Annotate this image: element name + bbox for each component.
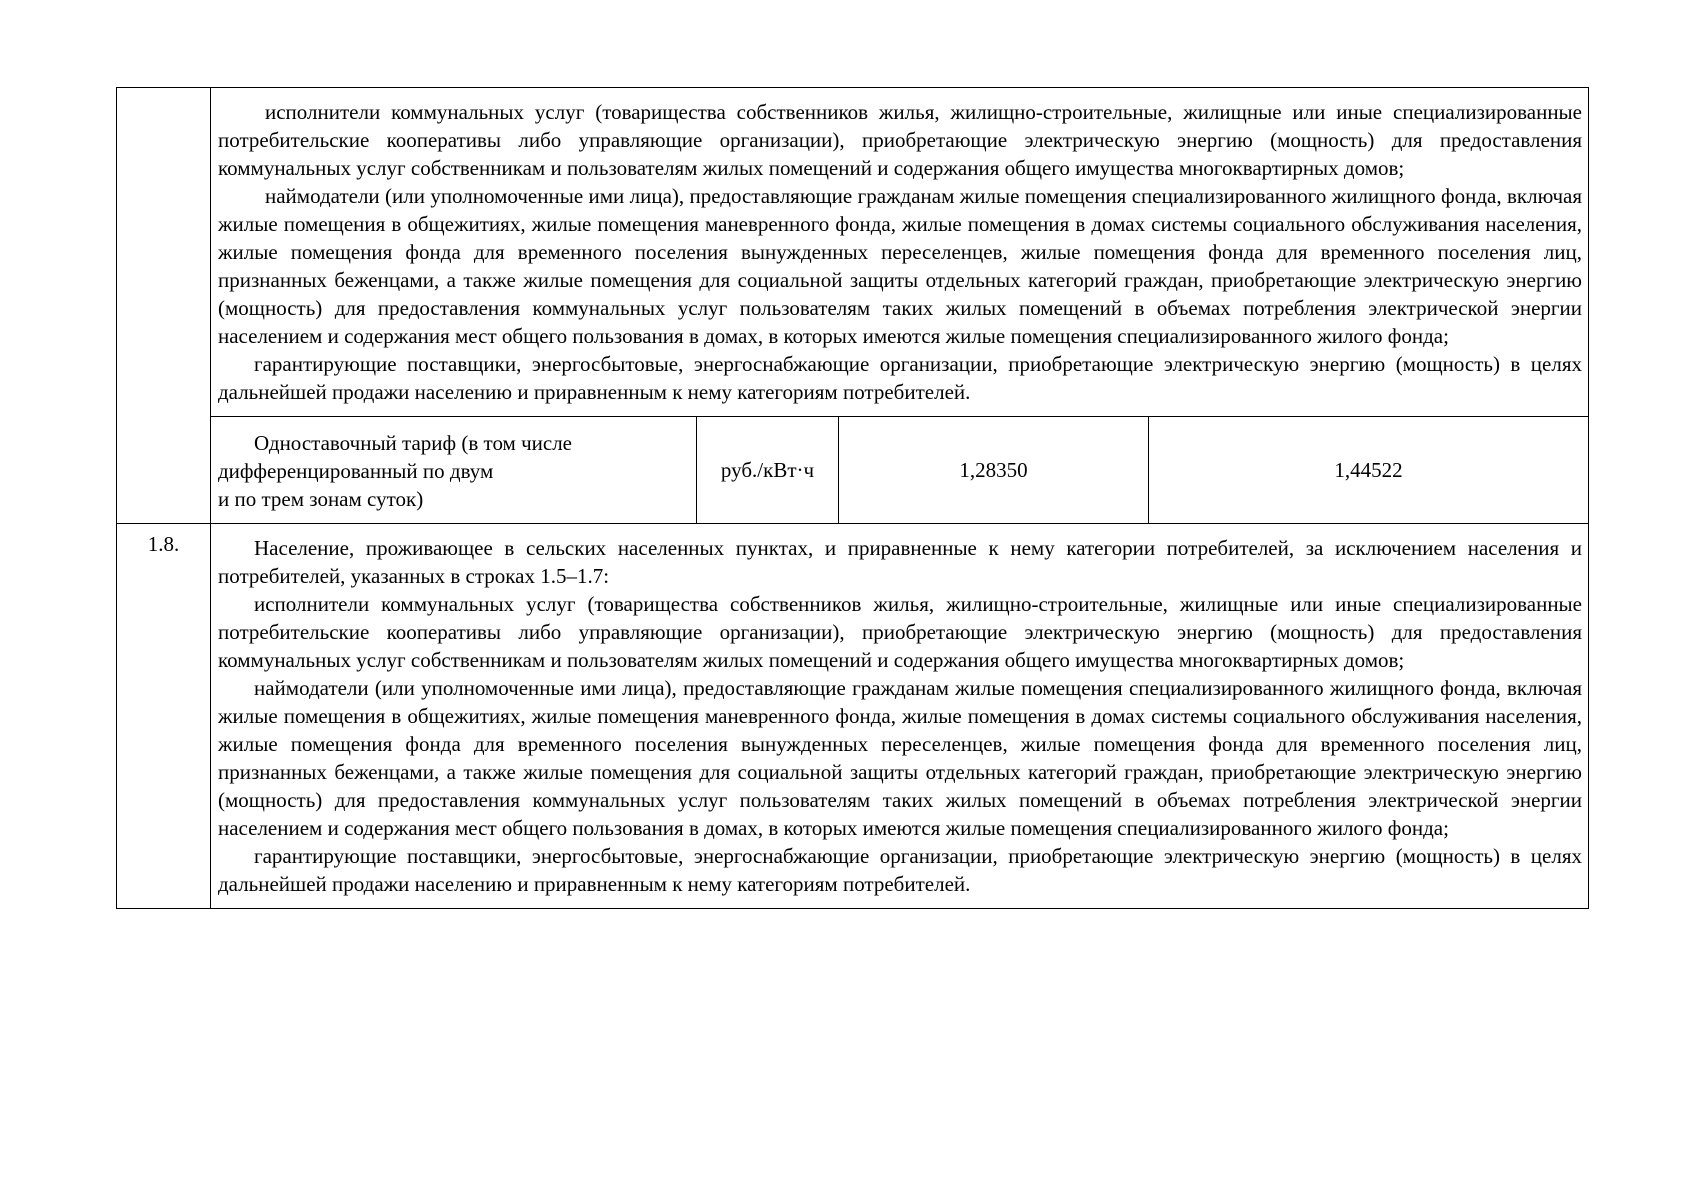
tariff-unit-cell: руб./кВт·ч: [697, 417, 839, 523]
tariff-name-line-1: Одноставочный тариф (в том числе: [254, 431, 573, 455]
tariff-name-line-3: и по трем зонам суток): [218, 487, 424, 511]
tariff-value-2-cell: 1,44522: [1149, 417, 1589, 523]
paragraph-rural-population: Население, проживающее в сельских населенных пунктах, и приравненные к нему категории потребителей, за исключением населения и потребителей, указанных в строках 1.5–1.7:: [218, 536, 1582, 588]
tariff-row-cell: [211, 417, 1589, 524]
paragraph-suppliers: гарантирующие поставщики, энергосбытовые, энергоснабжающие организации, приобретающие электрическую энергию (мощность) в целях дальнейшей продажи населению и приравненным к нему категориям потребителей.: [218, 844, 1582, 896]
table-row-1-8: [117, 524, 1589, 909]
paragraph-utility-providers: исполнители коммунальных услуг (товарищества собственников жилья, жилищно-строительные, жилищные или иные специализированные потребительские кооперативы либо управляющие организации), приобретающие электрическую энергию (мощность) для предоставления коммунальных услуг собственникам и пользователям жилых помещений и содержания общего имущества многоквартирных домов;: [218, 100, 1582, 180]
consumers-description-cell: [211, 88, 1589, 417]
tariff-subtable: [211, 417, 1588, 523]
tariff-name-cell: [211, 417, 697, 523]
paragraph-landlords: наймодатели (или уполномоченные ими лица), предоставляющие гражданам жилые помещения специализированного жилищного фонда, включая жилые помещения в общежитиях, жилые помещения маневренного фонда, жилые помещения в домах системы социального обслуживания населения, жилые помещения фонда для временного поселения вынужденных переселенцев, жилые помещения фонда для временного поселения лиц, признанных беженцами, а также жилые помещения для социальной защиты отдельных категорий граждан, приобретающие электрическую энергию (мощность) для предоставления коммунальных услуг пользователям таких жилых помещений в объемах потребления электрической энергии населением и содержания мест общего пользования в домах, в которых имеются жилые помещения специализированного жилого фонда;: [218, 184, 1582, 348]
tariff-table: [116, 87, 1589, 909]
tariff-name-line-2: дифференцированный по двум: [218, 459, 494, 483]
table-row-tariff: [117, 417, 1589, 524]
paragraph-utility-providers: исполнители коммунальных услуг (товарищества собственников жилья, жилищно-строительные, жилищные или иные специализированные потребительские кооперативы либо управляющие организации), приобретающие электрическую энергию (мощность) для предоставления коммунальных услуг собственникам и пользователям жилых помещений и содержания общего имущества многоквартирных домов;: [218, 592, 1582, 672]
tariff-value-1-cell: 1,28350: [839, 417, 1149, 523]
table-row-consumers-list: [117, 88, 1589, 417]
rural-population-description-cell: [211, 524, 1589, 909]
paragraph-suppliers: гарантирующие поставщики, энергосбытовые, энергоснабжающие организации, приобретающие электрическую энергию (мощность) в целях дальнейшей продажи населению и приравненным к нему категориям потребителей.: [218, 352, 1582, 404]
paragraph-landlords: наймодатели (или уполномоченные ими лица), предоставляющие гражданам жилые помещения специализированного жилищного фонда, включая жилые помещения в общежитиях, жилые помещения маневренного фонда, жилые помещения в домах системы социального обслуживания населения, жилые помещения фонда для временного поселения вынужденных переселенцев, жилые помещения фонда для временного поселения лиц, признанных беженцами, а также жилые помещения для социальной защиты отдельных категорий граждан, приобретающие электрическую энергию (мощность) для предоставления коммунальных услуг пользователям таких жилых помещений в объемах потребления электрической энергии населением и содержания мест общего пользования в домах, в которых имеются жилые помещения специализированного жилого фонда;: [218, 676, 1582, 840]
row-number-cell: [117, 88, 211, 524]
row-number-1-8: 1.8.: [117, 524, 211, 909]
